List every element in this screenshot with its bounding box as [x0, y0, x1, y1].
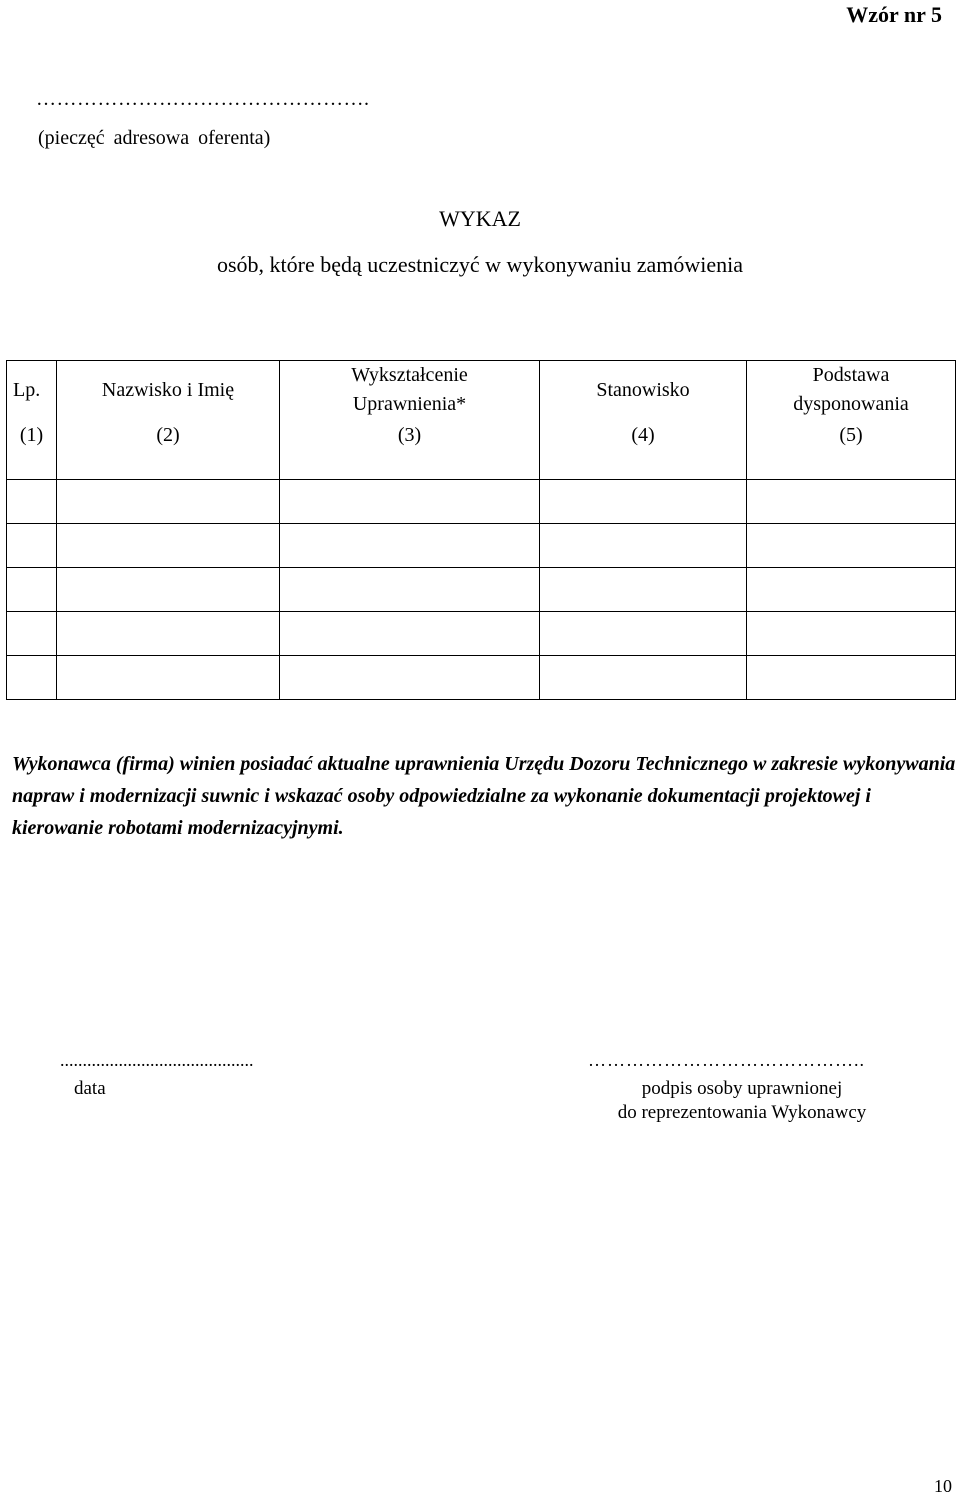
- seal-dotted-line: ………………………………………….: [36, 88, 370, 110]
- table-cell: [7, 567, 57, 611]
- column-number-row: [7, 419, 956, 479]
- signature-label-line1: podpis osoby uprawnionej: [641, 1078, 843, 1099]
- signature-dotted-line: ……………………………………..: [588, 1050, 865, 1070]
- seal-label: (pieczęć adresowa oferenta): [38, 127, 271, 149]
- table-cell: [57, 611, 280, 655]
- table-cell: [747, 655, 956, 699]
- column-number-5: (5): [747, 419, 956, 479]
- table-cell: [540, 567, 747, 611]
- table-row: [7, 611, 956, 655]
- table-cell: [540, 611, 747, 655]
- table-cell: [747, 523, 956, 567]
- document-title: WYKAZ: [439, 206, 521, 231]
- table-cell: [7, 655, 57, 699]
- table-row: [7, 523, 956, 567]
- column-header-education-line1: Wykształcenie: [351, 364, 468, 386]
- column-number-4: (4): [540, 419, 747, 479]
- column-header-education-line2: Uprawnienia*: [352, 393, 467, 415]
- table-cell: [540, 523, 747, 567]
- table-cell: [7, 479, 57, 523]
- table-cell: [540, 479, 747, 523]
- table-cell: [280, 567, 540, 611]
- column-header-lp: Lp.: [7, 361, 57, 420]
- table-header-row: [7, 361, 956, 420]
- table-cell: [7, 611, 57, 655]
- column-header-name: Nazwisko i Imię: [57, 361, 280, 420]
- table-row: [7, 479, 956, 523]
- column-header-basis: [747, 361, 956, 420]
- column-header-position: Stanowisko: [540, 361, 747, 420]
- date-label: data: [74, 1078, 106, 1099]
- table-cell: [57, 567, 280, 611]
- document-subtitle: osób, które będą uczestniczyć w wykonywaniu zamówienia: [217, 252, 743, 277]
- table-cell: [57, 523, 280, 567]
- table-row: [7, 655, 956, 699]
- requirements-notice: Wykonawca (firma) winien posiadać aktualne uprawnienia Urzędu Dozoru Technicznego w zakresie wykonywania napraw i modernizacji suwnic i wskazać osoby odpowiedzialne za wykonanie dokumentacji projektowej i kierowanie robotami modernizacyjnymi.: [12, 753, 956, 839]
- table-cell: [280, 655, 540, 699]
- table-cell: [747, 567, 956, 611]
- table-row: [7, 567, 956, 611]
- column-number-1: (1): [7, 419, 57, 479]
- signature-label-line2: do reprezentowania Wykonawcy: [617, 1102, 867, 1123]
- column-number-3: (3): [280, 419, 540, 479]
- table-cell: [7, 523, 57, 567]
- table-cell: [280, 523, 540, 567]
- table-cell: [57, 655, 280, 699]
- column-header-basis-line1: Podstawa: [812, 364, 890, 386]
- table-cell: [280, 479, 540, 523]
- table-cell: [747, 611, 956, 655]
- table-cell: [747, 479, 956, 523]
- column-header-education: [280, 361, 540, 420]
- column-number-2: (2): [57, 419, 280, 479]
- table-cell: [540, 655, 747, 699]
- table-cell: [280, 611, 540, 655]
- page-number: 10: [934, 1476, 952, 1496]
- staff-list-table: [6, 360, 956, 700]
- date-dotted-line: ...........................................: [60, 1050, 254, 1070]
- column-header-basis-line2: dysponowania: [793, 393, 909, 415]
- form-number-label: Wzór nr 5: [846, 2, 942, 27]
- table-cell: [57, 479, 280, 523]
